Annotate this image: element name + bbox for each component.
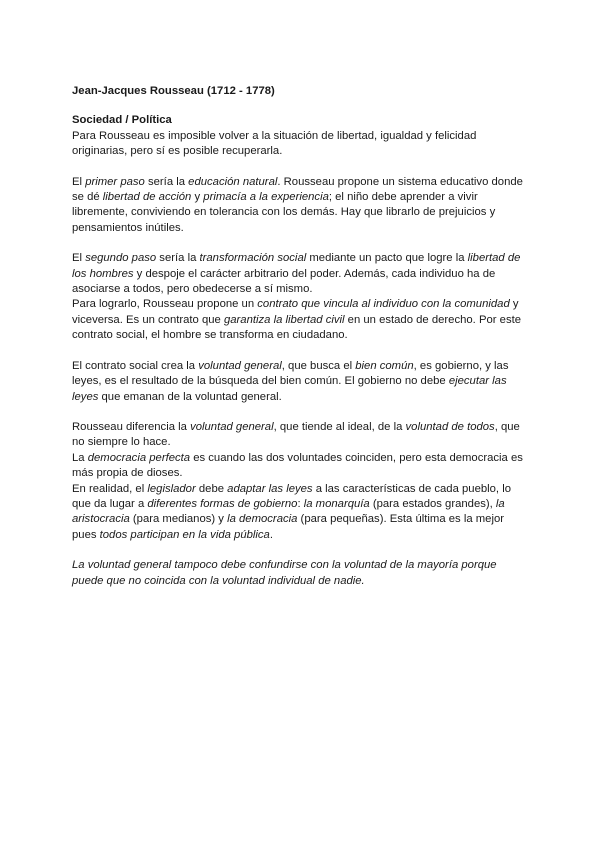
text-run: , es gobierno, y las leyes, es el resultado de la búsqueda del bien común. El gobierno no debe	[72, 359, 509, 388]
italic-term: legislador	[147, 482, 196, 495]
document-page	[72, 84, 530, 604]
text-run: y viceversa. Es un contrato que	[72, 298, 519, 326]
text-run: .	[269, 528, 273, 541]
italic-term: ejecutar las leyes	[72, 375, 507, 403]
text-run: en un estado de derecho. Por este contrato social, el hombre se transforma en ciudadano.	[72, 313, 522, 342]
text-run: a las características de cada pueblo, lo que da lugar a	[72, 482, 511, 510]
italic-term: la aristocracia	[72, 497, 505, 526]
text-run: y despoje el carácter arbitrario del poder. Además, cada individuo ha de asociarse a todos, pero obedecerse a sí mismo.	[72, 267, 496, 296]
italic-term: segundo paso	[85, 252, 157, 265]
text-run: y	[191, 191, 204, 204]
text-run: . Rousseau propone un sistema educativo donde se dé	[72, 175, 523, 204]
paragraph-distinction	[72, 420, 530, 451]
paragraph-general-will	[72, 359, 530, 405]
italic-term: adaptar las leyes	[227, 482, 313, 495]
text-run: Rousseau diferencia la	[72, 420, 191, 433]
text-run: La	[72, 451, 88, 464]
text-run: , que busca el	[281, 359, 356, 372]
italic-term: educación natural	[188, 175, 278, 188]
paragraph-intro: Para Rousseau es imposible volver a la situación de libertad, igualdad y felicidad originarias, pero sí es posible recuperarla.	[72, 129, 477, 158]
text-run: sería la	[156, 252, 200, 265]
text-run: que emanan de la voluntad general.	[98, 390, 282, 403]
text-run: (para medianos) y	[129, 513, 228, 526]
text-run: El	[72, 252, 86, 265]
italic-term: libertad de los hombres	[72, 252, 521, 280]
text-run: sería la	[144, 175, 189, 188]
italic-term: bien común	[355, 359, 414, 372]
italic-term: voluntad general	[198, 359, 282, 372]
text-run: es cuando las dos voluntades coinciden, pero esta democracia es más propia de dioses.	[72, 451, 523, 480]
italic-term: la monarquía	[303, 497, 370, 510]
text-run: Para lograrlo, Rousseau propone un	[72, 298, 258, 311]
paragraph-second-step	[72, 251, 530, 297]
section-title: Sociedad / Política	[72, 114, 172, 127]
italic-term: voluntad de todos	[405, 420, 495, 433]
text-run: (para pequeñas). Esta última es la mejor pues	[72, 513, 505, 541]
italic-term: diferentes formas de gobierno	[147, 497, 298, 510]
text-run: El contrato social crea la	[72, 359, 199, 372]
paragraph-contract	[72, 297, 530, 343]
text-run: ; el niño debe aprender a vivir libremente, conviviendo en tolerancia con los demás. Hay que librarlo de prejuicios y pensamientos inútiles.	[72, 191, 496, 234]
text-run: , que no siempre lo hace.	[72, 420, 520, 449]
document-title: Jean-Jacques Rousseau (1712 - 1778)	[72, 85, 275, 97]
italic-term: la democracia	[227, 513, 298, 526]
paragraph-first-step	[72, 175, 530, 237]
text-run: , que tiende al ideal, de la	[273, 420, 406, 433]
italic-term: libertad de acción	[102, 191, 192, 204]
italic-term: contrato que vincula al individuo con la comunidad	[257, 298, 510, 311]
paragraph-conclusion: La voluntad general tampoco debe confundirse con la voluntad de la mayoría porque puede que no coincida con la voluntad individual de nadie.	[72, 559, 497, 587]
paragraph-government-forms	[72, 482, 530, 544]
text-run: debe	[195, 482, 228, 495]
text-run: En realidad, el	[72, 482, 148, 495]
text-run: El	[72, 175, 86, 188]
italic-term: primacía a la experiencia	[203, 191, 329, 204]
italic-term: garantiza la libertad civil	[223, 313, 345, 326]
text-run: (para estados grandes),	[369, 497, 496, 510]
italic-term: todos participan en la vida pública	[99, 528, 270, 541]
italic-term: voluntad general	[190, 420, 274, 433]
paragraph-perfect-democracy	[72, 451, 530, 482]
text-run: mediante un pacto que logre la	[306, 252, 468, 265]
italic-term: primer paso	[85, 175, 145, 188]
italic-term: transformación social	[199, 252, 307, 265]
text-run: :	[297, 497, 304, 510]
italic-term: democracia perfecta	[87, 451, 191, 464]
